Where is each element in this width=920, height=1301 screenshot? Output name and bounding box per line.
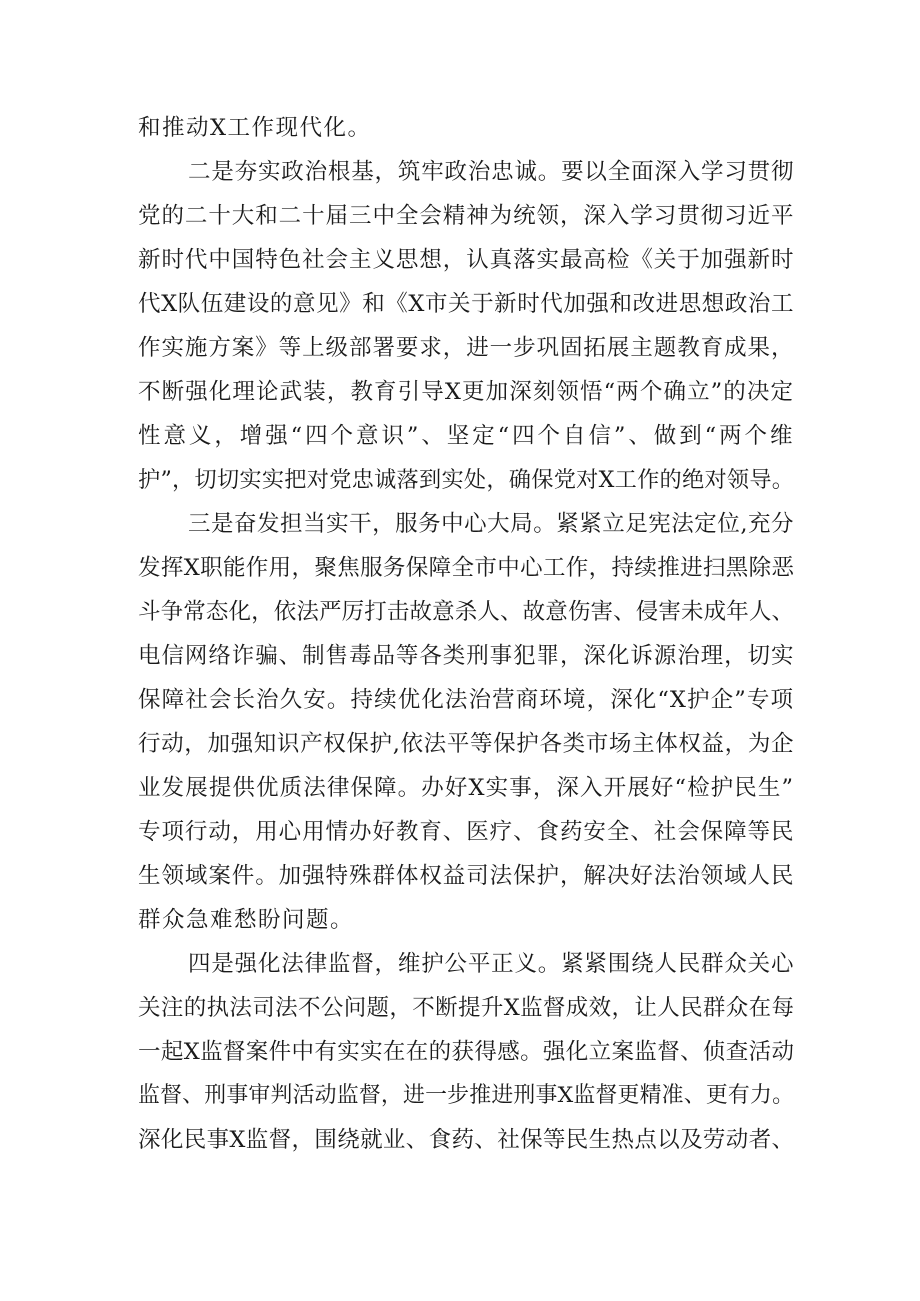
text-line: 性意义，增强“四个意识”、坚定“四个自信”、做到“两个维 (138, 423, 794, 449)
text-line: 电信网络诈骗、制售毒品等各类刑事犯罪，深化诉源治理，切实 (138, 643, 794, 669)
text-line: 和推动X工作现代化。 (138, 115, 372, 141)
text-line: 代X队伍建设的意见》和《X市关于新时代加强和改进思想政治工 (138, 291, 794, 317)
text-line: 保障社会长治久安。持续优化法治营商环境，深化“X护企”专项 (138, 687, 794, 713)
text-line: 作实施方案》等上级部署要求，进一步巩固拓展主题教育成果， (138, 335, 794, 361)
document-body (138, 106, 794, 1162)
text-line: 斗争常态化，依法严厉打击故意杀人、故意伤害、侵害未成年人、 (138, 599, 794, 625)
text-line: 一起X监督案件中有实实在在的获得感。强化立案监督、侦查活动 (138, 1039, 794, 1065)
text-line: 护”，切切实实把对党忠诚落到实处，确保党对X工作的绝对领导。 (138, 467, 794, 493)
text-line: 党的二十大和二十届三中全会精神为统领，深入学习贯彻习近平 (138, 203, 794, 229)
text-line: 生领域案件。加强特殊群体权益司法保护，解决好法治领域人民 (138, 863, 794, 889)
text-line: 二是夯实政治根基，筑牢政治忠诚。要以全面深入学习贯彻 (188, 159, 794, 185)
text-line: 新时代中国特色社会主义思想，认真落实最高检《关于加强新时 (138, 247, 794, 273)
text-line: 群众急难愁盼问题。 (138, 907, 355, 933)
text-line: 业发展提供优质法律保障。办好X实事，深入开展好“检护民生” (138, 775, 794, 801)
text-line: 三是奋发担当实干，服务中心大局。紧紧立足宪法定位,充分 (188, 511, 794, 537)
text-line: 不断强化理论武装，教育引导X更加深刻领悟“两个确立”的决定 (138, 379, 794, 405)
text-line: 关注的执法司法不公问题，不断提升X监督成效，让人民群众在每 (138, 995, 794, 1021)
text-line: 监督、刑事审判活动监督，进一步推进刑事X监督更精准、更有力。 (138, 1083, 794, 1108)
text-line: 行动，加强知识产权保护,依法平等保护各类市场主体权益，为企 (138, 731, 794, 757)
text-line: 发挥X职能作用，聚焦服务保障全市中心工作，持续推进扫黑除恶 (138, 555, 794, 581)
text-line: 专项行动，用心用情办好教育、医疗、食药安全、社会保障等民 (138, 819, 794, 845)
text-line: 四是强化法律监督，维护公平正义。紧紧围绕人民群众关心 (188, 951, 794, 977)
text-line: 深化民事X监督，围绕就业、食药、社保等民生热点以及劳动者、 (138, 1127, 794, 1153)
